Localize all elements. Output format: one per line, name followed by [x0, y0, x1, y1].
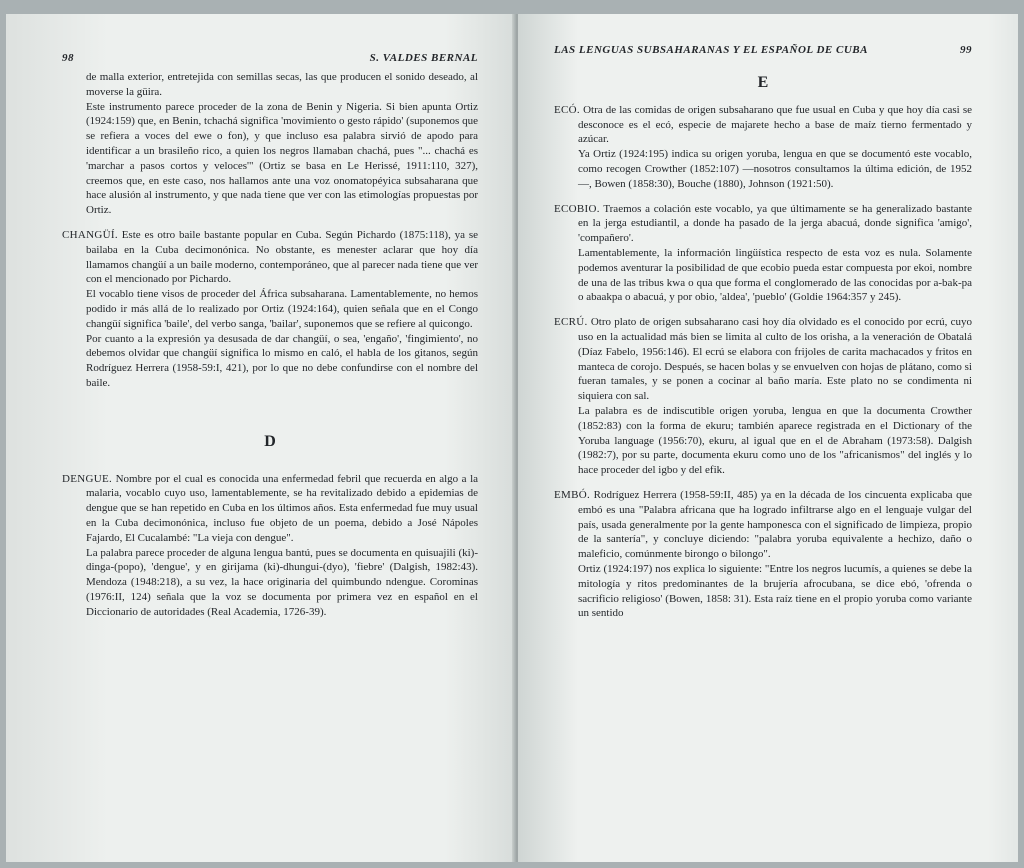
right-running-head — [554, 44, 972, 62]
entry-text: Este es otro baile bastante popular en Cuba. Según Pichardo (1875:118), ya se bailaba en la Cuba decimonónica. No obstante, es menester aclarar que hoy día llamamos changüí a un baile moderno, contemporáneo, que al parecer nada tiene que ver con el mencionado por Pichardo. — [86, 228, 478, 286]
entry-embo — [554, 488, 972, 621]
entry-text: Otro plato de origen subsaharano casi hoy día olvidado es el conocido por ecrú, cuyo uso en la actualidad más bien se limita al culto de los orisha, a la veneración de Obatalá (Díaz Fabelo, 1956:146). El ecrú se elabora con frijoles de carita machacados y fritos en manteca de corojo. Después, se hacen bolas y se envuelven con hojas de plátano, como si fueran tamales, y se ponen a cocinar al baño maría. Este plato no se condimenta ni siquiera con sal. — [578, 316, 972, 403]
headword: DENGUE. — [62, 472, 113, 485]
left-body — [62, 70, 478, 620]
headword: ECÓ. — [554, 103, 580, 116]
section-letter: D — [264, 432, 276, 450]
entry-changui — [62, 228, 478, 391]
left-running-head — [62, 52, 478, 70]
section-letter: E — [757, 74, 769, 91]
headword: ECRÚ. — [554, 316, 588, 329]
continuation-paragraph: Este instrumento parece proceder de la zona de Benin y Nigeria. Si bien apunta Ortiz (1924:159) que, en Benin, tchachá significa 'movimiento o gesto rápido' (suponemos que se refiera a voces del ewe o fon), y que incluso esa palabra sirvió de apodo para identificar a un brasileño rico, a quien los negros llamaban chachá, pues "... chachá es 'marchar a pasos cortos y veloces'" (Ortiz se basa en Le Herissé, 1911:110, 327), creemos que, en este caso, nos hallamos ante una voz onomatopéyica subsaharana que hace alusión al instrumento, y que nada tiene que ver con las etimologías propuestas por Ortiz. — [86, 100, 478, 217]
entry-ecru — [554, 315, 972, 478]
headword: EMBÓ. — [554, 488, 591, 501]
entry-text: Nombre por el cual es conocida una enfermedad febril que recuerda en algo a la malaria, vocablo cuyo uso, lamentablemente, se ha revitalizado debido a epidemias de dengue que se han repetido en Cuba en los últimos años. Esta enfermedad fue muy usual en la Cuba decimonónica, incluso fue objeto de un poema, debido a José Nápoles Fajardo, El Cucalambé: "La vieja con dengue". — [86, 472, 479, 544]
entry-paragraph: Ya Ortiz (1924:195) indica su origen yoruba, lengua en que se documentó este vocablo, como recogen Crowther (1852:107) —nosotros consultamos la última edición, de 1952—, Bowen (1858:30), Bouche (1880), Johnson (1921:50). — [578, 148, 972, 190]
continuation-paragraph: de malla exterior, entretejida con semillas secas, las que producen el sonido deseado, al moverse la güira. — [86, 71, 478, 98]
left-running-title: S. VALDES BERNAL — [369, 52, 478, 64]
right-body — [554, 76, 972, 621]
right-page — [518, 14, 1018, 862]
entry-paragraph: Ortiz (1924:197) nos explica lo siguiente: "Entre los negros lucumís, a quienes se debe la mitología y ritos predominantes de la brujería afrocubana, se dice ebó, 'ofrenda o sacrificio religioso' (Bowen, 1858: 31). Esta raíz tiene en el propio yoruba como variante un sentido — [578, 562, 972, 620]
entry-paragraph: Lamentablemente, la información lingüística respecto de esta voz es nula. Solamente podemos aventurar la posibilidad de que ecobio pueda estar compuesta por ekoi, nombre de una de las tribus kwa o qua que forma el conglomerado de las conocidas por a-bak-pa o abaakpa o abacuá, y por obio, 'aldea', 'pueblo' (Goldie 1964:357 y 245). — [578, 246, 972, 304]
right-running-title: LAS LENGUAS SUBSAHARANAS Y EL ESPAÑOL DE CUBA — [554, 44, 868, 56]
headword: ECOBIO. — [554, 202, 600, 215]
entry-paragraph: El vocablo tiene visos de proceder del África subsaharana. Lamentablemente, no hemos podido ir más allá de lo realizado por Ortiz (1924:164), quien señala que en el Congo changüí significa 'baile', del verbo sanga, 'bailar', suponemos que se refiere al quicongo. — [86, 288, 478, 330]
entry-ecobio — [554, 202, 972, 306]
left-page-number: 98 — [62, 52, 74, 64]
left-page — [6, 14, 516, 862]
entry-paragraph: La palabra parece proceder de alguna lengua bantú, pues se documenta en quisuajili (ki)-dinga-(popo), 'dengue', y en girijama (ki)-dhungui-(dyo), 'fiebre' (Dalgish, 1982:43). Mendoza (1948:218), a su vez, la hace originaria del quimbundo ndengue. Corominas (1976:II, 124) señala que la voz se documenta por primera vez en español en el Diccionario de autoridades (Real Academia, 1726-39). — [86, 546, 478, 618]
entry-paragraph: Por cuanto a la expresión ya desusada de dar changüí, o sea, 'engaño', 'fingimiento', no debemos olvidar que changüí significa lo mismo en caló, el habla de los gitanos, según Rodríguez Herrera (1958-59:I, 421), por lo que no debe confundirse con el nombre del baile. — [86, 332, 478, 389]
right-page-number: 99 — [960, 44, 972, 56]
entry-text: Traemos a colación este vocablo, ya que últimamente se ha generalizado bastante en la jerga estudiantil, a donde ha pasado de la jerga abacuá, donde significa 'amigo', 'compañero'. — [578, 202, 972, 245]
entry-text: Otra de las comidas de origen subsaharano que fue usual en Cuba y que hoy día casi se desconoce es el ecó, especie de majarete hecho a base de maíz tierno fermentado y azúcar. — [578, 103, 973, 146]
entry-eco — [554, 103, 972, 192]
entry-paragraph: La palabra es de indiscutible origen yoruba, lengua en que la documenta Crowther (1852:83) con la forma de ekuru; también aparece registrada en el Dictionary of the Yoruba language (1956:70), ekuru, al igual que en el de Abraham (1973:58). Dalgish (1982:7), por su parte, documenta ekuru como uno de los "africanismos" del inglés y lo hace proceder del igbo y del efik. — [578, 404, 972, 477]
headword: CHANGÜÍ. — [62, 228, 118, 241]
entry-text: Rodríguez Herrera (1958-59:II, 485) ya en la década de los cincuenta explicaba que embó es una "Palabra africana que ha logrado infiltrarse algo en el lenguaje vulgar del país, usada generalmente por la gente hamponesca con el significado de limpieza, propio de la santería", y concluye diciendo: "palabra yoruba equivalente a hechizo, daño o maleficio, comúnmente birongo o bilongo". — [578, 488, 973, 561]
entry-dengue — [62, 472, 478, 620]
